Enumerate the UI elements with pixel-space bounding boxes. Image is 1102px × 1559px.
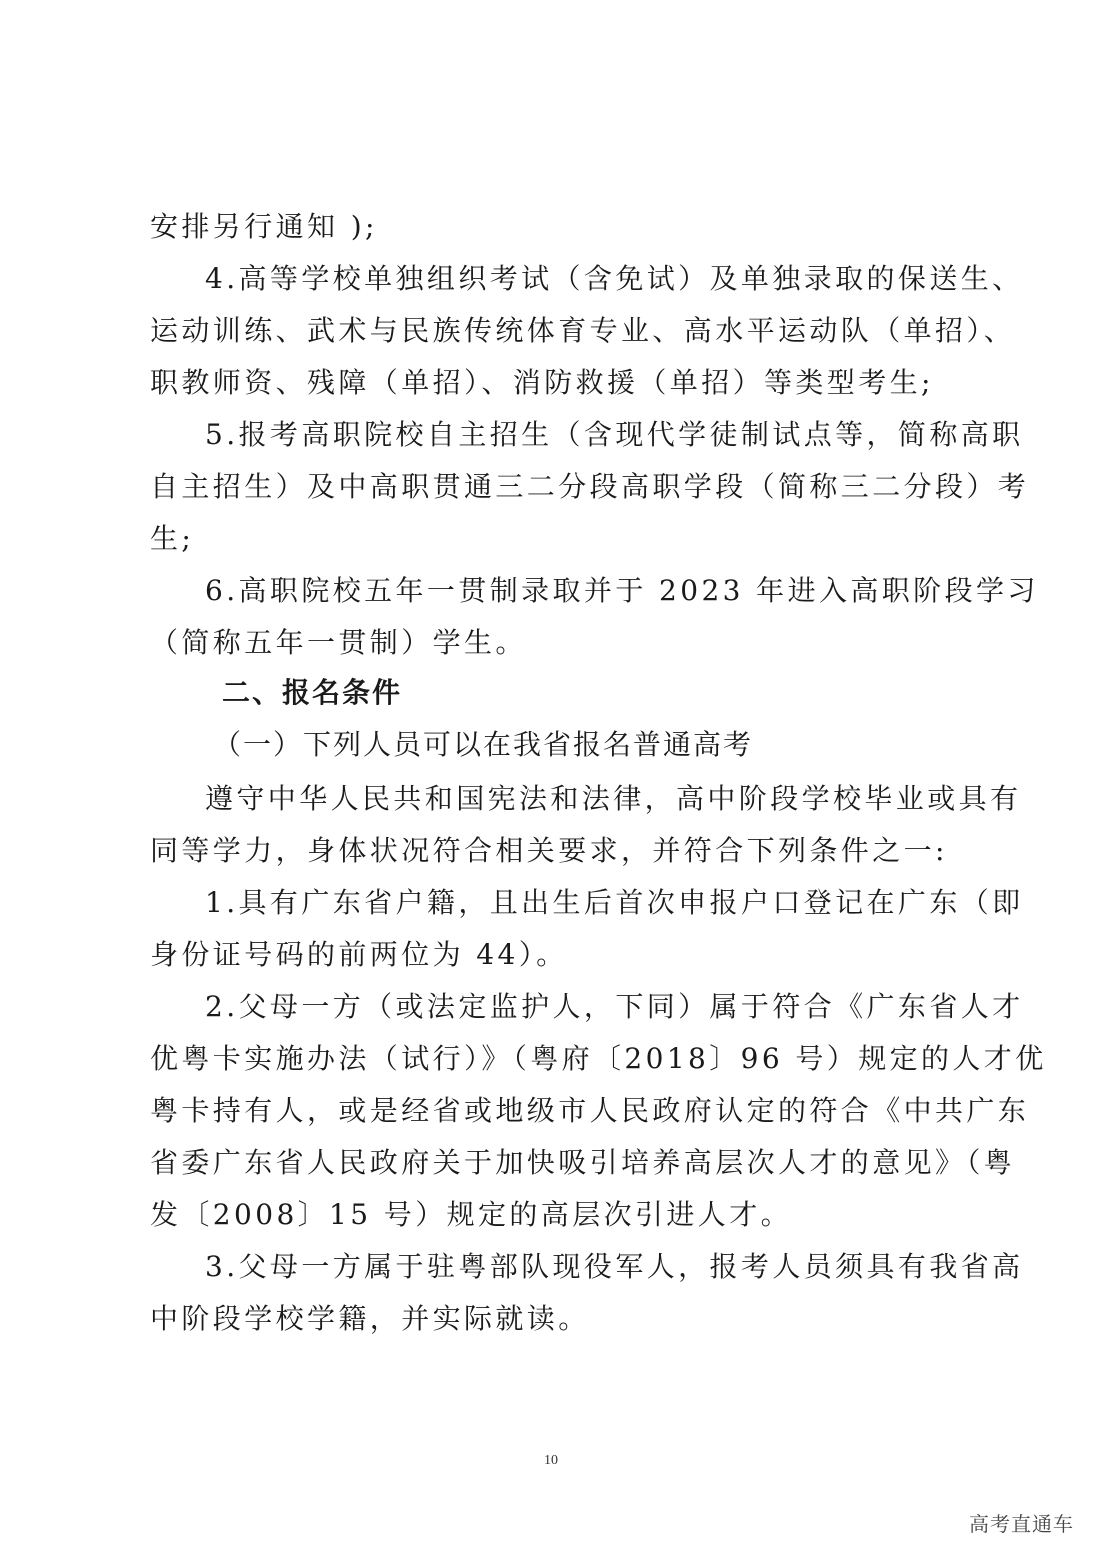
paragraph-intro: 遵守中华人民共和国宪法和法律，高中阶段学校毕业或具有 bbox=[205, 782, 1022, 815]
list-item-6: 6.高职院校五年一贯制录取并于 2023 年进入高职阶段学习 bbox=[205, 574, 1039, 607]
text-line: 中阶段学校学籍，并实际就读。 bbox=[150, 1302, 590, 1335]
page-number: 10 bbox=[544, 1453, 558, 1468]
text-line: 运动训练、武术与民族传统体育专业、高水平运动队（单招）、 bbox=[150, 314, 1016, 347]
text-line: 优粤卡实施办法（试行）》（粤府〔2018〕96 号）规定的人才优 bbox=[150, 1042, 1047, 1075]
condition-item-1: 1.具有广东省户籍，且出生后首次申报户口登记在广东（即 bbox=[205, 886, 1024, 919]
section-heading: 二、报名条件 bbox=[222, 676, 403, 709]
text-line: （简称五年一贯制）学生。 bbox=[150, 626, 527, 659]
text-line: 生; bbox=[150, 522, 195, 555]
list-item-4: 4.高等学校单独组织考试（含免试）及单独录取的保送生、 bbox=[205, 262, 1024, 295]
text-line: 自主招生）及中高职贯通三二分段高职学段（简称三二分段）考 bbox=[150, 470, 1030, 503]
subsection-heading: （一）下列人员可以在我省报名普通高考 bbox=[213, 728, 754, 761]
text-line: 身份证号码的前两位为 44）。 bbox=[150, 938, 568, 971]
text-line: 安排另行通知 ); bbox=[150, 210, 378, 243]
watermark: 高考直通车 bbox=[969, 1512, 1074, 1536]
condition-item-2: 2.父母一方（或法定监护人，下同）属于符合《广东省人才 bbox=[205, 990, 1024, 1023]
condition-item-3: 3.父母一方属于驻粤部队现役军人，报考人员须具有我省高 bbox=[205, 1250, 1024, 1283]
list-item-5: 5.报考高职院校自主招生（含现代学徒制试点等，简称高职 bbox=[205, 418, 1024, 451]
text-line: 省委广东省人民政府关于加快吸引培养高层次人才的意见》（粤 bbox=[150, 1146, 1016, 1179]
text-line: 职教师资、残障（单招）、消防救援（单招）等类型考生; bbox=[150, 366, 934, 399]
text-line: 粤卡持有人，或是经省或地级市人民政府认定的符合《中共广东 bbox=[150, 1094, 1030, 1127]
text-line: 发〔2008〕15 号）规定的高层次引进人才。 bbox=[150, 1198, 792, 1231]
text-line: 同等学力，身体状况符合相关要求，并符合下列条件之一: bbox=[150, 834, 948, 867]
